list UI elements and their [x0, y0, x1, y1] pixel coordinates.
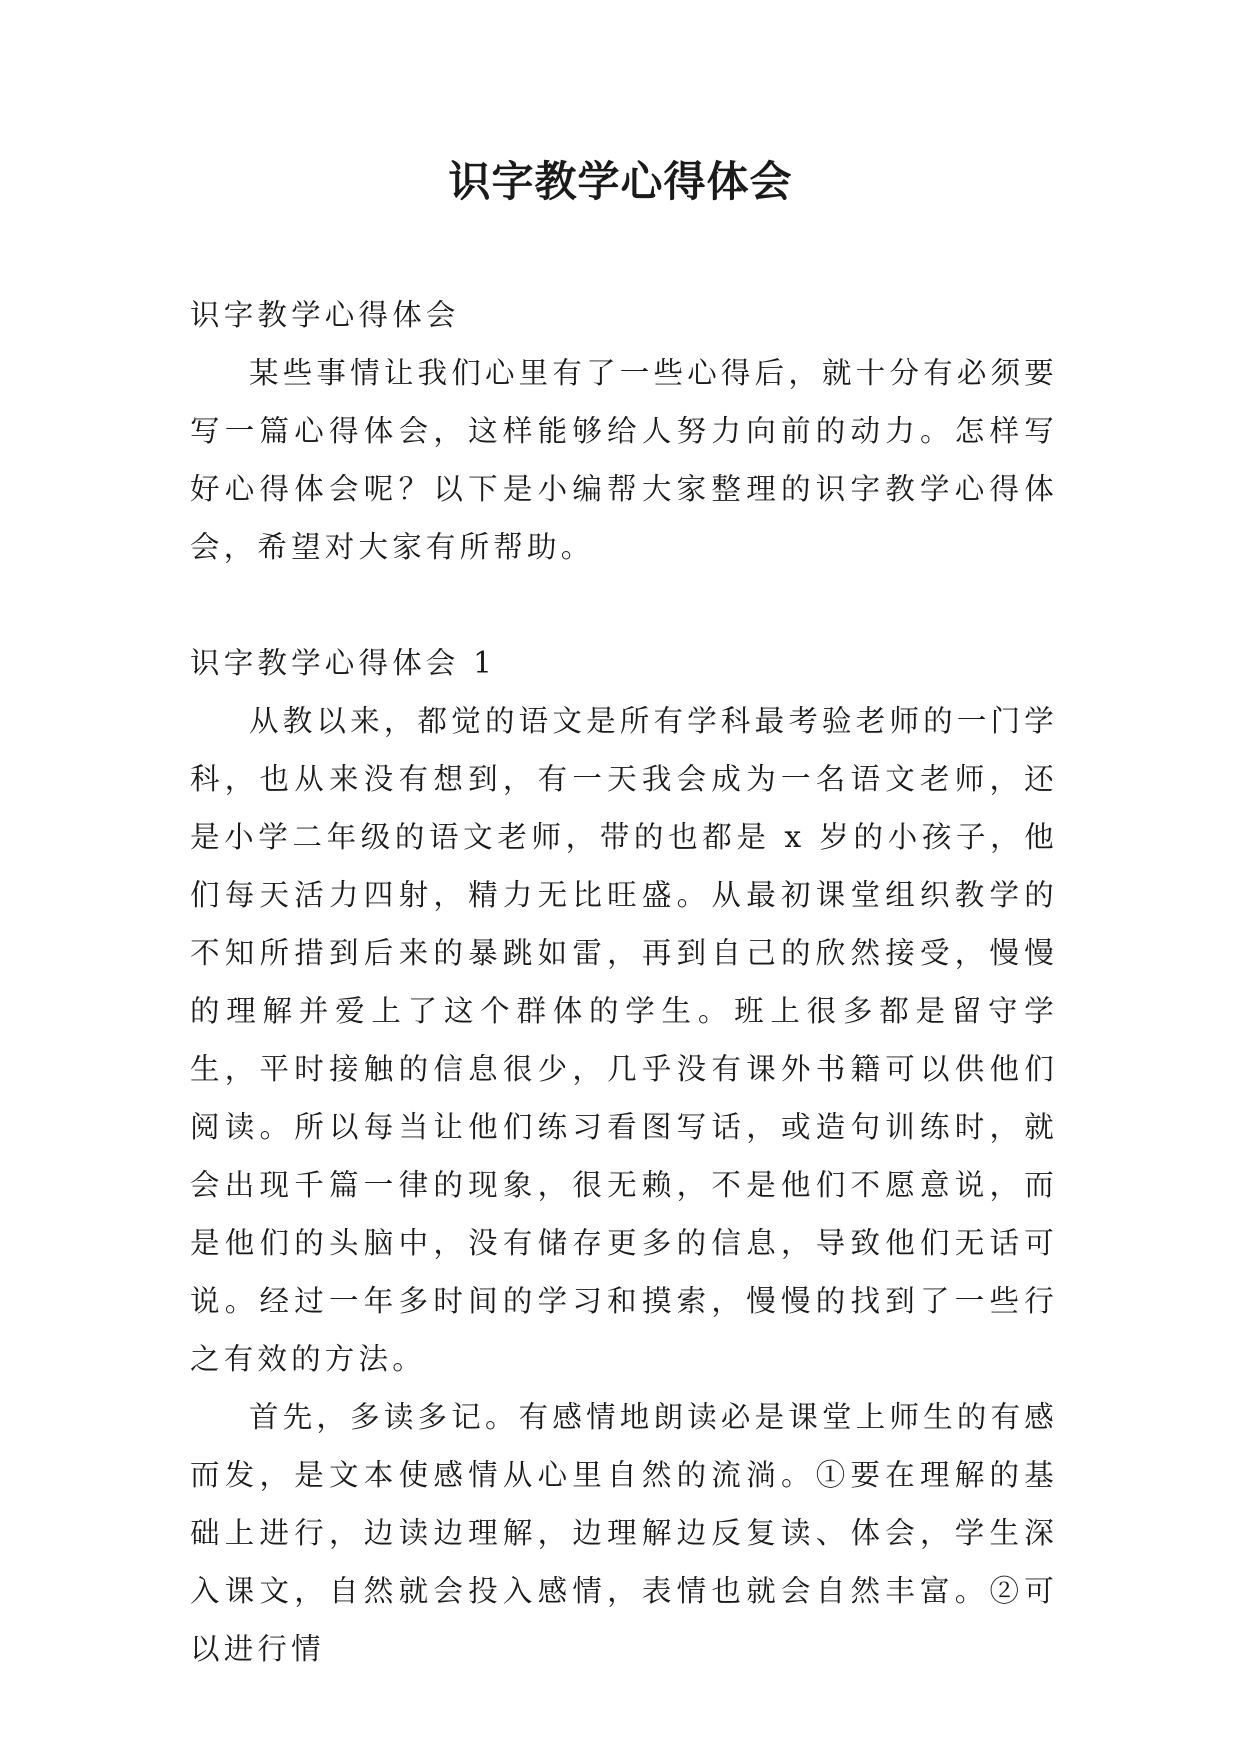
section-heading: 识字教学心得体会 1 — [190, 646, 497, 680]
paragraph-spacer — [190, 576, 1058, 634]
intro-paragraph: 某些事情让我们心里有了一些心得后，就十分有必须要写一篇心得体会，这样能够给人努力向前的动力。怎样写好心得体会呢？以下是小编帮大家整理的识字教学心得体会，希望对大家有所帮助。 — [190, 356, 1058, 564]
intro-heading: 识字教学心得体会 — [190, 298, 460, 332]
body-paragraph: 从教以来，都觉的语文是所有学科最考验老师的一门学科，也从来没有想到，有一天我会成为一名语文老师，还是小学二年级的语文老师，带的也都是 x 岁的小孩子，他们每天活力四射，精力无比旺盛。从最初课堂组织教学的不知所措到后来的暴跳如雷，再到自己的欣然接受，慢慢的理解并爱上了这个群体的学生。班上很多都是留守学生，平时接触的信息很少，几乎没有课外书籍可以供他们阅读。所以每当让他们练习看图写话，或造句训练时，就会出现千篇一律的现象，很无赖，不是他们不愿意说，而是他们的头脑中，没有储存更多的信息，导致他们无话可说。经过一年多时间的学习和摸索，慢慢的找到了一些行之有效的方法。 — [190, 704, 1058, 1376]
body-paragraph: 首先，多读多记。有感情地朗读必是课堂上师生的有感而发，是文本使感情从心里自然的流淌。①要在理解的基础上进行，边读边理解，边理解边反复读、体会，学生深入课文，自然就会投入感情，表情也就会自然丰富。②可以进行情 — [190, 1400, 1058, 1666]
document-body — [190, 286, 1058, 1678]
document-title: 识字教学心得体会 — [448, 157, 793, 206]
